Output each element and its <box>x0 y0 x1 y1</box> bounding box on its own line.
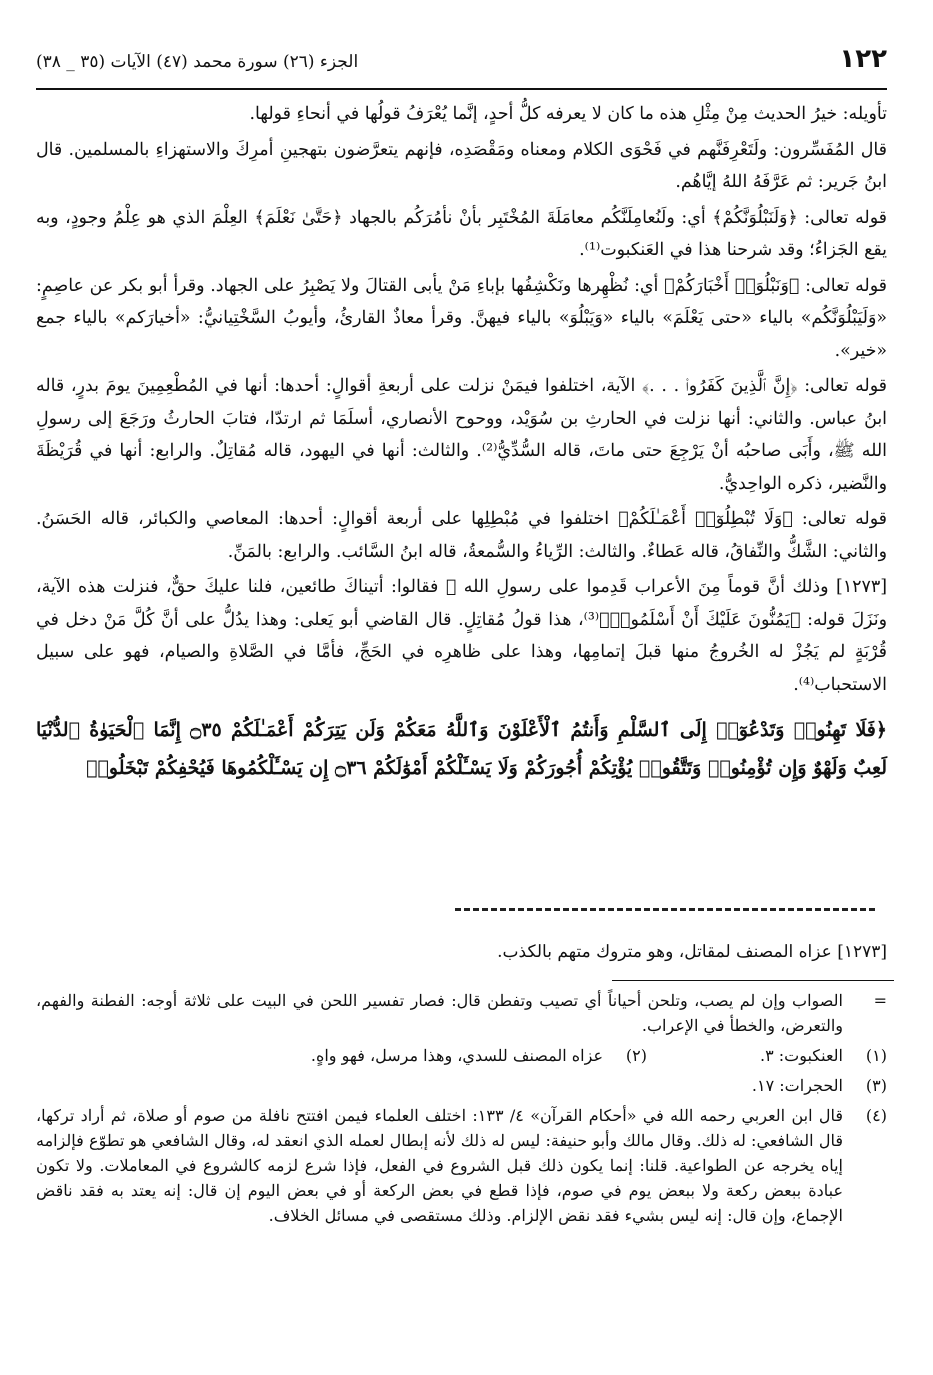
paragraph-nabluwa-akhbarakum: قوله تعالى: ﴿وَنَبْلُوَا۟ أَخْبَارَكُمْ﴾ أي: نُظْهِرها ونَكْشِفُها بإباءِ مَنْ يأبى القتالَ ولا يَصْبِرُ على الجهاد. وقرأ أبو بكر عن عاصِمٍ: «وَلَيَبْلُوَنَّكُم» بالياء «حتى يَعْلَمَ» بالياء «وَيَبْلُوَ» بالياء فيهنَّ. وقرأ معاذٌ القارئُ، وأيوبُ السَّخْتِيانيُّ: «أخيارَكم» بالياء جمع «خير». <box>36 275 887 361</box>
footnote-1-text: العنكبوت: ٣. <box>759 1046 843 1065</box>
page-number: ١٢٢ <box>839 44 887 74</box>
footnote-3-text: الحجرات: ١٧. <box>751 1076 843 1095</box>
quran-verse-block: ﴿فَلَا تَهِنُوا۟ وَتَدْعُوٓا۟ إِلَى ٱلسَّلْمِ وَأَنتُمُ ٱلْأَعْلَوْنَ وَٱللَّهُ مَعَكُمْ وَلَن يَتِرَكُمْ أَعْمَـٰلَكُمْ ۝٣٥ إِنَّمَا ٱلْحَيَوٰةُ ٱلدُّنْيَا لَعِبٌ وَلَهْوٌ وَإِن تُؤْمِنُوا۟ وَتَتَّقُوا۟ يُؤْتِكُمْ أُجُورَكُمْ وَلَا يَسْـَٔلْكُمْ أَمْوَٰلَكُمْ ۝٣٦ إِن يَسْـَٔلْكُمُوهَا فَيُحْفِكُمْ تَبْخَلُوا۟ <box>36 719 887 779</box>
footnotes <box>36 988 887 1233</box>
running-title: الجزء (٢٦) سورة محمد (٤٧) الآيات (٣٥ _ ٣٨) <box>36 52 359 72</box>
paragraph-ta-wil: تأويله: خيرُ الحديث مِنْ مِثْلِ هذه ما كان لا يعرفه كلُّ أحدٍ، إنَّما يُعْرَفُ قولُها في أنحاءِ قولها. <box>249 104 887 124</box>
footnote-continuation-mark: = <box>873 991 887 1010</box>
dashed-separator <box>455 908 875 911</box>
paragraph-mufassirun: قال المُفَسِّرون: ولَتَعْرِفَنَّهم في فَحْوَى الكلام ومعناه ومَقْصَدِه، فإنهم يتعرَّضون بتهجينِ أمرِكَ والاستهزاءِ بالمسلمين. قال ابنُ جَرير: ثم عَرَّفَهُ اللهُ إيَّاهُم. <box>36 139 887 192</box>
footnote-row-1-2 <box>36 1043 887 1068</box>
footnote-continuation <box>36 988 887 1038</box>
hadith-grading-note: [١٢٧٣] عزاه المصنف لمقاتل، وهو متروك متهم بالكذب. <box>497 942 887 962</box>
footnote-separator <box>612 980 894 981</box>
paragraph-lanabluwannakum: قوله تعالى: ﴿وَلَنَبْلُوَنَّكُمْ﴾ أي: ولَنُعامِلَنَّكُم معامَلَةَ المُخْتَبِر بأنْ نأمُرَكُم بالجهاد ﴿حَتَّىٰ نَعْلَمَ﴾ العِلْمَ الذي هو عِلْمُ وجودٍ، وبه يقع الجَزاءُ؛ وقد شرحنا هذا في العَنكبوت⁽¹⁾. <box>36 207 887 260</box>
paragraph-hadith-1273: [١٢٧٣] وذلك أنَّ قوماً مِنَ الأعراب قَدِموا على رسولِ الله ﷺ فقالوا: أتيناكَ طائعين، فلنا عليكَ حقٌّ، فنزلت هذه الآية، ونَزَلَ قوله: ﴿يَمُنُّونَ عَلَيْكَ أَنْ أَسْلَمُوا۟﴾⁽³⁾، هذا قولُ مُقاتِلٍ. قال القاضي أبو يَعلى: وهذا يدُلُّ على أنَّ كُلَّ مَنْ دخل في قُرْبَةٍ لم يَجُزْ له الخُروجُ منها قبلَ إتمامِها، وهذا على ظاهرِه في الحَجِّ، فأمَّا في الصَّلاةِ والصيام، فهو على سبيل الاستحباب⁽⁴⁾. <box>36 577 888 695</box>
main-text <box>36 98 887 787</box>
footnote-3-mark: (٣) <box>865 1076 887 1095</box>
footnote-4 <box>36 1103 887 1228</box>
paragraph-alladhina-kafaru: قوله تعالى: ﴿إِنَّ ٱلَّذِينَ كَفَرُوا۟ . . .﴾ الآية، اختلفوا فيمَنْ نزلت على أربعةِ أقوالٍ: أحدها: أنها في المُطْعِمِينَ يومَ بدرٍ، قاله ابنُ عباس. والثاني: أنها نزلت في الحارثِ بن سُوَيْد، ووحوح الأنصاري، أسلَمَا ثم ارتدّا، فتابَ الحارثُ ورَجَعَ إلى رسولِ الله ﷺ، وأَبَى صاحبُه أنْ يَرْجِعَ حتى ماتَ، قاله السُّدِّيُّ⁽²⁾. والثالث: أنها في اليهود، قاله مُقاتِلٌ. والرابع: أنها في قُرَيْظَةَ والنَّضير، ذكره الواحِديُّ. <box>36 376 887 494</box>
page-header <box>36 44 887 90</box>
footnote-continuation-text: الصواب وإن لم يصب، وتلحن أحياناً أي تصيب وتفطن قال: فصار تفسير اللحن في البيت على ثلاثة أوجه: الفطنة والفهم، والتعرض، والخطأ في الإعراب. <box>36 991 843 1035</box>
footnote-2-text: عزاه المصنف للسدي، وهذا مرسل، فهو واهٍ. <box>310 1046 603 1065</box>
paragraph-la-tubtilu: قوله تعالى: ﴿وَلَا تُبْطِلُوٓا۟ أَعْمَـٰلَكُمْ﴾ اختلفوا في مُبْطِلِها على أربعة أقوالٍ: أحدها: المعاصي والكبائر، قاله الحَسَنُ. والثاني: الشَّكُّ والنِّفاقُ، قاله عَطاءٌ. والثالث: الرِّياءُ والسُّمعةُ، قاله ابنُ السَّائب. والرابع: بالمَنِّ. <box>36 509 887 562</box>
footnote-3 <box>36 1073 887 1098</box>
footnote-4-mark: (٤) <box>865 1106 887 1125</box>
footnote-4-text: قال ابن العربي رحمه الله في «أحكام القرآن» ٤/ ١٣٣: اختلف العلماء فيمن افتتح نافلة من صوم أو صلاة، ثم أراد تركها، قال الشافعي: له ذلك. وقال مالك وأبو حنيفة: ليس له ذلك لأنه إبطال لعمله الذي انعقد له، وقال الشافعي هو تطوّع فإلزامه إياه يخرجه عن الطواعية. قلنا: إنما يكون ذلك قبل الشروع في الفعل، فإذا شرع لزمه كالشروع في المعاملات. ولا تكون عبادة ببعض ركعة ولا ببعض يوم في صوم، فإذا قطع في بعض الركعة أو في بعض اليوم إن قال: إنه يعتد به فقد ناقض الإجماع، وإن قال: إنه ليس بشيء فقد نقض الإلزام. وذلك مستقصى في مسائل الخلاف. <box>36 1106 843 1225</box>
footnote-2-mark: (٢) <box>625 1046 647 1065</box>
footnote-1-mark: (١) <box>865 1046 887 1065</box>
